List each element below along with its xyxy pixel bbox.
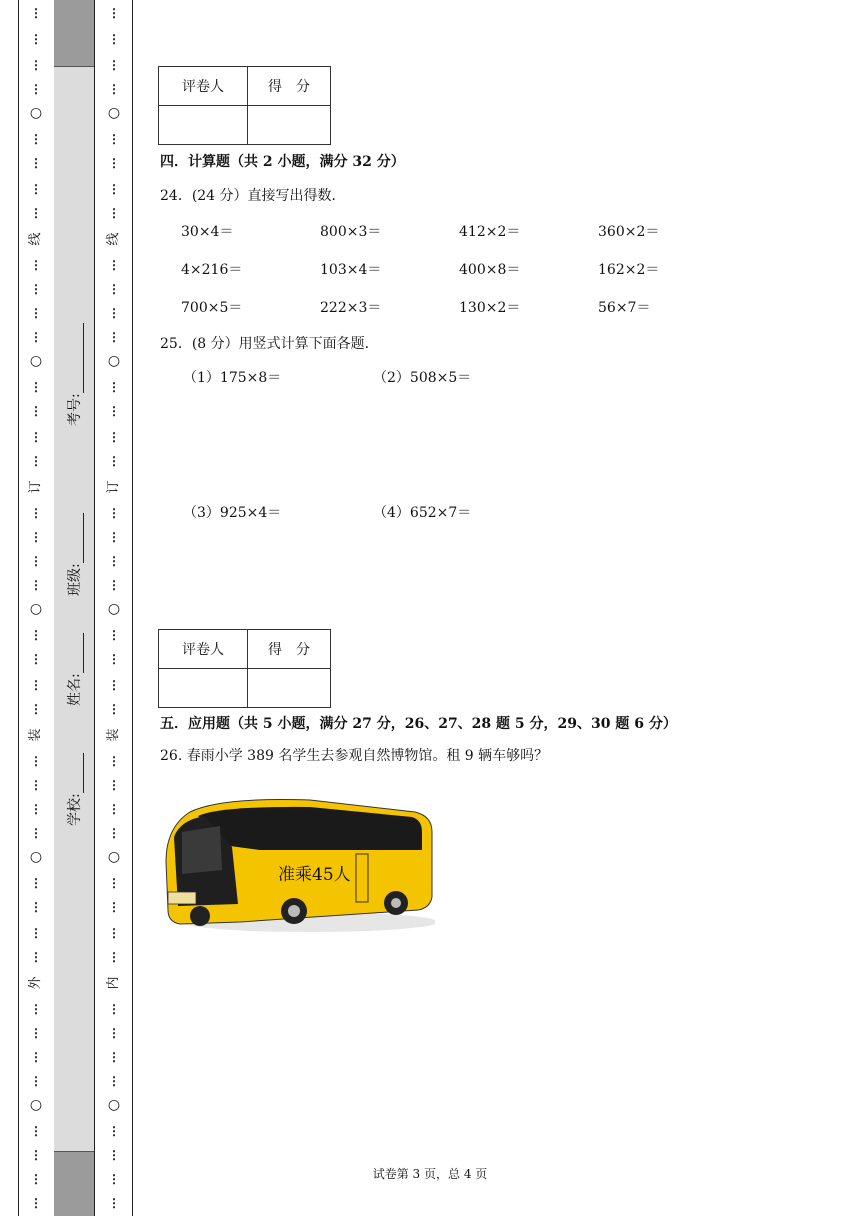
dots-marker: ⋮ — [108, 1148, 120, 1162]
dots-marker: ⋮ — [108, 454, 120, 468]
dots-marker: ⋮ — [30, 900, 42, 914]
dots-marker: ⋮ — [30, 702, 42, 716]
dots-marker: ⋮ — [108, 1026, 120, 1040]
circle-marker: ○ — [107, 601, 121, 617]
dots-marker: ⋮ — [108, 628, 120, 642]
dots-marker: ⋮ — [30, 380, 42, 394]
calc-item: 700×5＝ — [181, 300, 243, 316]
dots-marker: ⋮ — [108, 530, 120, 544]
dots-marker: ⋮ — [108, 506, 120, 520]
dots-marker: ⋮ — [30, 182, 42, 196]
dots-marker: ⋮ — [108, 6, 120, 20]
dots-marker: ⋮ — [108, 132, 120, 146]
dots-marker: ⋮ — [108, 430, 120, 444]
bus-illustration — [160, 792, 435, 937]
dots-marker: ⋮ — [30, 652, 42, 666]
score-header: 得 分 — [248, 630, 331, 669]
dots-marker: ⋮ — [108, 258, 120, 272]
dots-marker: ⋮ — [30, 1172, 42, 1186]
vertical-calc-item: （2）508×5＝ — [373, 370, 472, 386]
dots-marker: ⋮ — [30, 778, 42, 792]
dots-marker: ⋮ — [30, 506, 42, 520]
calc-item: 56×7＝ — [598, 300, 651, 316]
question-26: 26. 春雨小学 389 名学生去参观自然博物馆。租 9 辆车够吗？ — [160, 748, 549, 764]
dots-marker: ⋮ — [30, 330, 42, 344]
inner-label-zhuang: 装 — [106, 728, 121, 742]
calc-item: 222×3＝ — [320, 300, 382, 316]
score-header: 得 分 — [248, 67, 331, 106]
dots-marker: ⋮ — [30, 404, 42, 418]
calc-item: 4×216＝ — [181, 262, 243, 278]
dots-marker: ⋮ — [108, 678, 120, 692]
dots-marker: ⋮ — [30, 306, 42, 320]
dots-marker: ⋮ — [30, 754, 42, 768]
dots-marker: ⋮ — [30, 530, 42, 544]
dots-marker: ⋮ — [108, 404, 120, 418]
grader-header: 评卷人 — [159, 630, 248, 669]
binding-outer-strip — [0, 0, 55, 1216]
binding-left-rule — [18, 0, 19, 1216]
vertical-calc-item: （3）925×4＝ — [183, 505, 282, 521]
binding-inner-strip — [96, 0, 133, 1216]
dots-marker: ⋮ — [30, 6, 42, 20]
calc-item: 400×8＝ — [459, 262, 521, 278]
dots-marker: ⋮ — [108, 652, 120, 666]
exam-number-field[interactable]: 考号: — [64, 394, 84, 426]
section-5-title: 五．应用题（共 5 小题，满分 27 分，26、27、28 题 5 分，29、30 题 6 分） — [160, 716, 677, 732]
calc-item: 103×4＝ — [320, 262, 382, 278]
inner-label-xian: 线 — [106, 232, 121, 246]
dots-marker: ⋮ — [30, 1026, 42, 1040]
dots-marker: ⋮ — [108, 1050, 120, 1064]
calc-item: 130×2＝ — [459, 300, 521, 316]
score-table — [158, 66, 331, 145]
dots-marker: ⋮ — [30, 926, 42, 940]
dots-marker: ⋮ — [30, 628, 42, 642]
vertical-calc-item: （1）175×8＝ — [183, 370, 282, 386]
dots-marker: ⋮ — [108, 754, 120, 768]
dots-marker: ⋮ — [30, 282, 42, 296]
dots-marker: ⋮ — [108, 950, 120, 964]
outer-label-ding: 订 — [28, 480, 43, 494]
dots-marker: ⋮ — [30, 802, 42, 816]
circle-marker: ○ — [29, 849, 43, 865]
dots-marker: ⋮ — [108, 802, 120, 816]
outer-label-zhuang: 装 — [28, 728, 43, 742]
dots-marker: ⋮ — [30, 1074, 42, 1088]
dots-marker: ⋮ — [108, 32, 120, 46]
bus-capacity-label: 准乘45人 — [278, 865, 351, 885]
dots-marker: ⋮ — [108, 778, 120, 792]
dots-marker: ⋮ — [108, 182, 120, 196]
dots-marker: ⋮ — [108, 306, 120, 320]
binding-dark-cap-top — [54, 0, 94, 67]
circle-marker: ○ — [107, 1097, 121, 1113]
dots-marker: ⋮ — [30, 1196, 42, 1210]
dots-marker: ⋮ — [30, 1124, 42, 1138]
dots-marker: ⋮ — [108, 380, 120, 394]
outer-label-xian: 线 — [28, 232, 43, 246]
dots-marker: ⋮ — [108, 702, 120, 716]
question-24: 24．(24 分）直接写出得数． — [160, 188, 346, 204]
dots-marker: ⋮ — [108, 578, 120, 592]
school-field[interactable]: 学校: — [64, 794, 84, 826]
dots-marker: ⋮ — [30, 206, 42, 220]
calc-item: 412×2＝ — [459, 224, 521, 240]
dots-marker: ⋮ — [30, 578, 42, 592]
calc-item: 30×4＝ — [181, 224, 234, 240]
dots-marker: ⋮ — [30, 950, 42, 964]
dots-marker: ⋮ — [30, 1002, 42, 1016]
score-cell[interactable] — [248, 106, 331, 145]
circle-marker: ○ — [29, 601, 43, 617]
dots-marker: ⋮ — [108, 1124, 120, 1138]
dots-marker: ⋮ — [30, 454, 42, 468]
calc-item: 162×2＝ — [598, 262, 660, 278]
dots-marker: ⋮ — [108, 876, 120, 890]
inner-label-nei: 内 — [106, 976, 121, 990]
dots-marker: ⋮ — [108, 900, 120, 914]
dots-marker: ⋮ — [108, 1172, 120, 1186]
class-field[interactable]: 班级: — [64, 564, 84, 596]
outer-label-wai: 外 — [28, 976, 43, 990]
dots-marker: ⋮ — [108, 1074, 120, 1088]
dots-marker: ⋮ — [30, 876, 42, 890]
name-field[interactable]: 姓名: — [64, 674, 84, 706]
circle-marker: ○ — [107, 105, 121, 121]
dots-marker: ⋮ — [30, 678, 42, 692]
dots-marker: ⋮ — [108, 926, 120, 940]
dots-marker: ⋮ — [108, 282, 120, 296]
student-info-fields — [58, 380, 90, 840]
circle-marker: ○ — [107, 849, 121, 865]
dots-marker: ⋮ — [30, 430, 42, 444]
dots-marker: ⋮ — [30, 82, 42, 96]
calc-item: 800×3＝ — [320, 224, 382, 240]
dots-marker: ⋮ — [30, 554, 42, 568]
grader-cell[interactable] — [159, 106, 248, 145]
question-25: 25．(8 分）用竖式计算下面各题． — [160, 336, 379, 352]
calc-item: 360×2＝ — [598, 224, 660, 240]
binding-inner-column — [104, 0, 124, 1216]
section-4-title: 四．计算题（共 2 小题，满分 32 分） — [160, 154, 405, 170]
score-table — [158, 629, 331, 708]
dots-marker: ⋮ — [30, 1050, 42, 1064]
dots-marker: ⋮ — [30, 32, 42, 46]
dots-marker: ⋮ — [30, 826, 42, 840]
grader-header: 评卷人 — [159, 67, 248, 106]
dots-marker: ⋮ — [108, 826, 120, 840]
dots-marker: ⋮ — [30, 156, 42, 170]
dots-marker: ⋮ — [30, 132, 42, 146]
dots-marker: ⋮ — [108, 156, 120, 170]
circle-marker: ○ — [107, 353, 121, 369]
circle-marker: ○ — [29, 1097, 43, 1113]
dots-marker: ⋮ — [108, 58, 120, 72]
page-footer: 试卷第 3 页，总 4 页 — [372, 1167, 488, 1181]
dots-marker: ⋮ — [30, 1148, 42, 1162]
dots-marker: ⋮ — [108, 206, 120, 220]
inner-label-ding: 订 — [106, 480, 121, 494]
vertical-calc-item: （4）652×7＝ — [373, 505, 472, 521]
circle-marker: ○ — [29, 105, 43, 121]
dots-marker: ⋮ — [108, 1002, 120, 1016]
dots-marker: ⋮ — [30, 58, 42, 72]
dots-marker: ⋮ — [108, 330, 120, 344]
binding-outer-column — [26, 0, 46, 1216]
score-cell[interactable] — [248, 669, 331, 708]
dots-marker: ⋮ — [30, 258, 42, 272]
circle-marker: ○ — [29, 353, 43, 369]
binding-dark-cap-bottom — [54, 1151, 94, 1216]
dots-marker: ⋮ — [108, 82, 120, 96]
grader-cell[interactable] — [159, 669, 248, 708]
dots-marker: ⋮ — [108, 554, 120, 568]
dots-marker: ⋮ — [108, 1196, 120, 1210]
